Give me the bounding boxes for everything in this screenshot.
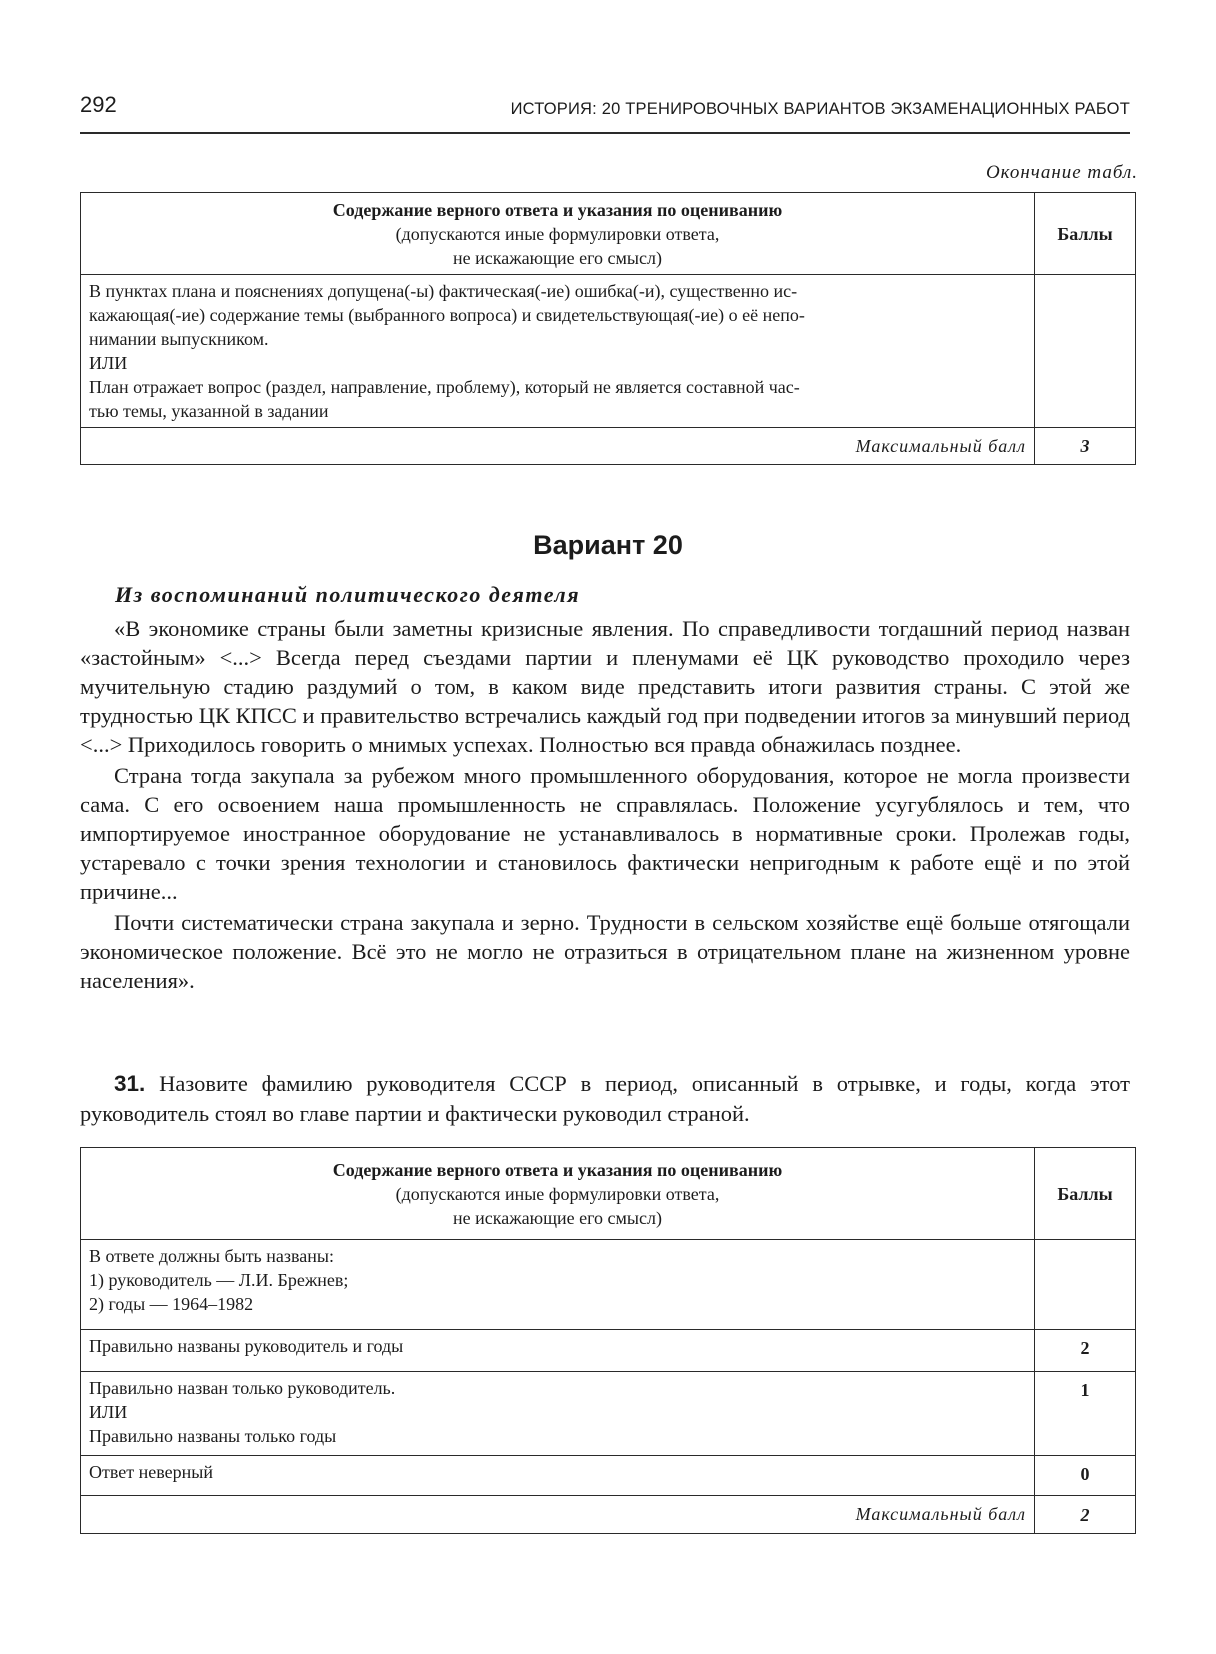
table-header-row [81, 193, 1136, 275]
table-header-content [81, 193, 1035, 275]
table-header-line: Содержание верного ответа и указания по оцениванию [332, 1159, 783, 1180]
question-31 [80, 1069, 1130, 1129]
criterion-cell [81, 1330, 1035, 1372]
max-score-label: Максимальный балл [81, 1496, 1035, 1534]
max-score-row [81, 1496, 1136, 1534]
criterion-line: Правильно названы только годы [89, 1426, 337, 1446]
criterion-line: Правильно названы руководитель и годы [89, 1336, 404, 1356]
points-cell [1035, 1240, 1136, 1330]
question-text: Назовите фамилию руководителя СССР в период, описанный в отрывке, и годы, когда этот руководитель стоял во главе партии и фактически руководил страной. [80, 1071, 1131, 1126]
table-header-line: не искажающие его смысл) [453, 1207, 662, 1228]
points-cell: 0 [1035, 1456, 1136, 1496]
grading-table-continued [80, 192, 1136, 465]
criterion-cell [81, 275, 1035, 428]
table-row [81, 1330, 1136, 1372]
source-title: Из воспоминаний политического деятеля [115, 582, 581, 607]
answer-line: 1) руководитель — Л.И. Брежнев; [89, 1270, 349, 1290]
question-number: 31. [114, 1071, 146, 1096]
criterion-line: Правильно назван только руководитель. [89, 1378, 396, 1398]
source-passage [80, 614, 1130, 997]
answer-line: В ответе должны быть названы: [89, 1246, 334, 1266]
max-score-value: 2 [1035, 1496, 1136, 1534]
passage-paragraph: Страна тогда закупала за рубежом много промышленного оборудования, которое не могла произвести сама. С его освоением наша промышленность не справлялась. Положение усугублялось и тем, что импортируемое иностранное оборудование не устанавливалось в нормативные сроки. Пролежав годы, устаревало с точки зрения технологии и становилось фактически непригодным к работе ещё и по этой причине... [80, 763, 1130, 904]
criterion-line: кажающая(-ие) содержание темы (выбранного вопроса) и свидетельствующая(-ие) о её непо- [89, 305, 805, 325]
table-row [81, 1240, 1136, 1330]
criterion-cell [81, 1372, 1035, 1456]
table-header-row [81, 1148, 1136, 1240]
points-cell: 1 [1035, 1372, 1136, 1456]
page-number: 292 [80, 92, 117, 117]
max-score-row [81, 428, 1136, 465]
criterion-line: Ответ неверный [89, 1462, 213, 1482]
table-header-line: (допускаются иные формулировки ответа, [395, 1183, 720, 1204]
table-header-points: Баллы [1035, 193, 1136, 275]
table-header-content [81, 1148, 1035, 1240]
table-row [81, 1456, 1136, 1496]
max-score-label: Максимальный балл [81, 428, 1035, 465]
grading-table-q31 [80, 1147, 1136, 1534]
table-header-points: Баллы [1035, 1148, 1136, 1240]
points-cell [1035, 275, 1136, 428]
table-row [81, 1372, 1136, 1456]
variant-title: Вариант 20 [533, 530, 683, 560]
criterion-line: нимании выпускником. [89, 329, 269, 349]
criterion-line: План отражает вопрос (раздел, направление, проблему), который не является составной час- [89, 377, 800, 397]
table-header-line: не искажающие его смысл) [453, 247, 662, 268]
criterion-line: тью темы, указанной в задании [89, 401, 329, 421]
criterion-line: В пунктах плана и пояснениях допущена(-ы) фактическая(-ие) ошибка(-и), существенно ис- [89, 281, 798, 301]
points-cell: 2 [1035, 1330, 1136, 1372]
max-score-value: 3 [1035, 428, 1136, 465]
table-header-line: (допускаются иные формулировки ответа, [395, 223, 720, 244]
page-header [80, 88, 1130, 134]
table-header-line: Содержание верного ответа и указания по оцениванию [332, 199, 783, 220]
answer-line: 2) годы — 1964–1982 [89, 1294, 254, 1314]
criterion-cell [81, 1456, 1035, 1496]
passage-paragraph: Почти систематически страна закупала и зерно. Трудности в сельском хозяйстве ещё больше отягощали экономическое положение. Всё это не могло не отразиться в отрицательном плане на жизненном уровне населения». [80, 910, 1130, 993]
criterion-line: ИЛИ [89, 1402, 128, 1422]
criterion-line: ИЛИ [89, 353, 128, 373]
table-continuation-label: Окончание табл. [985, 162, 1138, 183]
table-row [81, 275, 1136, 428]
passage-paragraph: «В экономике страны были заметны кризисные явления. По справедливости тогдашний период назван «застойным» <...> Всегда перед съездами партии и пленумами её ЦК руководство проходило через мучительную стадию раздумий о том, в каком виде представить итоги развития страны. С этой же трудностью ЦК КПСС и правительство встречались каждый год при подведении итогов за минувший период <...> Приходилось говорить о мнимых успехах. Полностью вся правда обнажилась позднее. [80, 616, 1130, 757]
running-title: ИСТОРИЯ: 20 ТРЕНИРОВОЧНЫХ ВАРИАНТОВ ЭКЗАМЕНАЦИОННЫХ РАБОТ [510, 100, 1130, 118]
answer-cell [81, 1240, 1035, 1330]
